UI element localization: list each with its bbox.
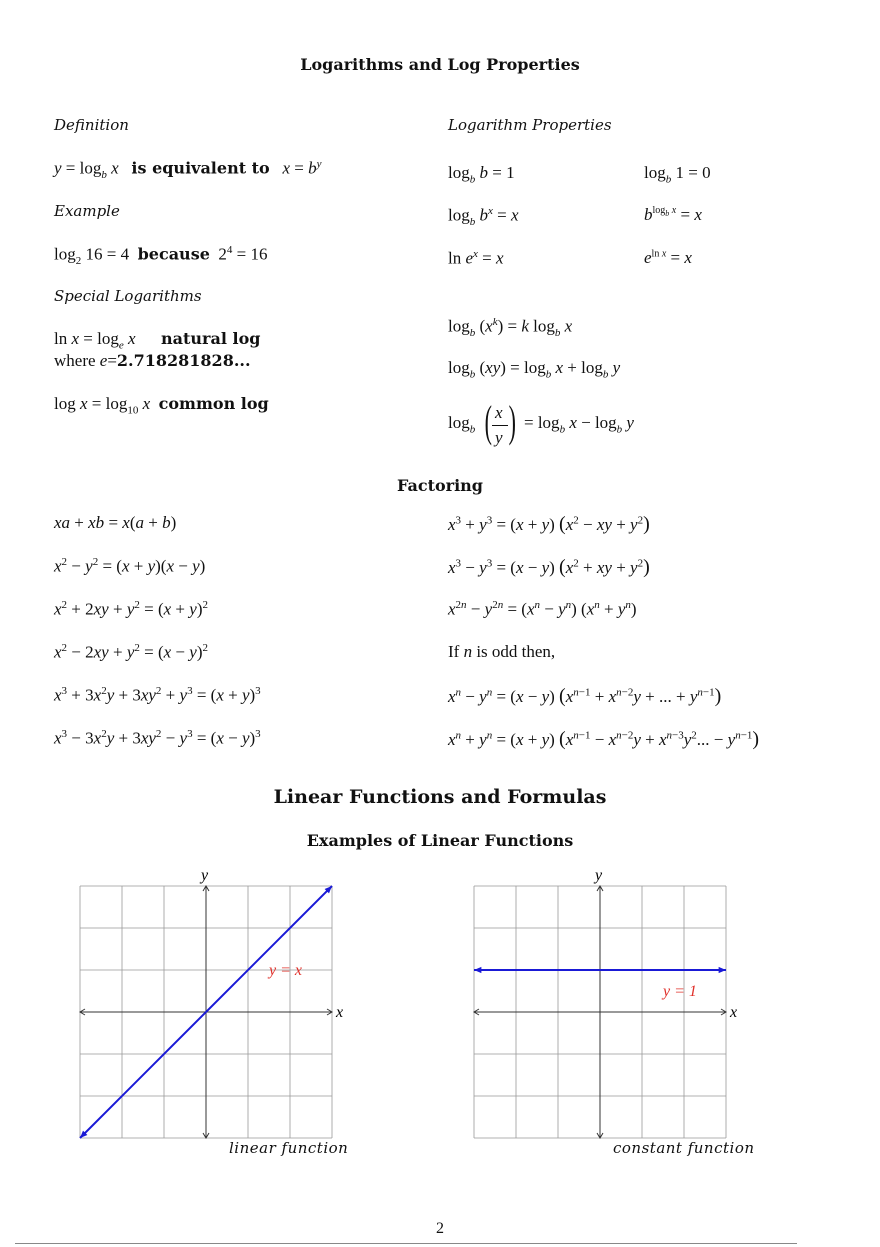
factor-left-5: $x^3 + 3x^2y + 3xy^2 + y^3 = (x + y)^3$: [54, 685, 261, 705]
x-axis-label: x: [730, 1004, 738, 1021]
chart-axes: [474, 886, 726, 1138]
y-axis-label: y: [595, 867, 603, 884]
factor-left-3: $x^2 + 2xy + y^2 = (x + y)^2$: [54, 599, 208, 619]
factor-right-6: $x^n + y^n = (x + y) (x^{n-1} - x^{n-2}y + x^{n-3}y^2$... − $y^{n-1}$): [448, 728, 760, 750]
linear-function-chart: [60, 862, 370, 1162]
series-label: y = x: [269, 962, 302, 979]
property-8: $\log_b (xy) = \log_b x + \log_b y$: [448, 358, 621, 381]
y-axis-label: y: [201, 867, 209, 884]
factor-right-5: $x^n - y^n = (x - y) (x^{n-1} + x^{n-2}y$ + ... + $y^{n-1}$): [448, 685, 722, 707]
factor-left-1: xa + xb = x(a + b): [54, 513, 177, 532]
property-1: $\log_b b = 1$: [448, 163, 515, 186]
linear-functions-title: Linear Functions and Formulas: [273, 786, 607, 808]
linear-function-caption: linear function: [229, 1139, 349, 1157]
property-5: $\ln e^x = x$: [448, 248, 504, 268]
footer-rule: [15, 1243, 797, 1244]
series-label: y = 1: [663, 983, 697, 1000]
x-axis-label: x: [336, 1004, 344, 1021]
euler-constant: where e=2.718281828...: [54, 351, 251, 370]
factor-left-6: $x^3 - 3x^2y + 3xy^2 - y^3 = (x - y)^3$: [54, 728, 261, 748]
constant-function-caption: constant function: [613, 1139, 755, 1157]
definition-equation: $y = \log_b x$ is equivalent to $x = b^y$: [54, 158, 322, 182]
example-label: Example: [54, 202, 120, 220]
definition-label: Definition: [54, 116, 129, 134]
natural-log-equation: $\ln x = \log_e x$ natural log: [54, 329, 261, 352]
property-6: $e^{ln x} = x$: [644, 248, 692, 267]
factoring-title: Factoring: [397, 476, 483, 495]
constant-function-chart: [454, 862, 764, 1162]
example-equation: $\log_2 16 = 4$ because $2^4 = 16$: [54, 244, 268, 268]
factor-left-2: $x^2 - y^2 = (x + y)(x - y)$: [54, 556, 206, 576]
factor-left-4: $x^2 - 2xy + y^2 = (x - y)^2$: [54, 642, 208, 662]
factor-right-2: $x^3 - y^3 = (x - y) (x^2$ + xy + $y^2$): [448, 556, 650, 578]
special-logarithms-label: Special Logarithms: [54, 287, 202, 305]
property-3: $\log_b b^x = x$: [448, 205, 519, 229]
common-log-equation: $\log x = \log_{10} x$ common log: [54, 394, 269, 417]
page-title: Logarithms and Log Properties: [300, 55, 580, 74]
page-number: 2: [436, 1220, 444, 1237]
factor-right-1: $x^3 + y^3 = (x + y) (x^2$ − xy + $y^2$): [448, 513, 650, 535]
linear-examples-subtitle: Examples of Linear Functions: [306, 831, 574, 850]
factor-right-4: If n is odd then,: [448, 642, 556, 661]
arrowhead: [719, 967, 726, 973]
property-4: $b^{log_b x} = x$: [644, 205, 702, 224]
factor-right-3: $x^{2n} - y^{2n} = (x^n - y^n) (x^n + y^n)$: [448, 599, 637, 619]
property-7: $\log_b (x^k) = k$ $\log_b x$: [448, 316, 573, 340]
property-2: $\log_b 1 = 0$: [644, 163, 711, 186]
log-properties-label: Logarithm Properties: [448, 116, 612, 134]
arrowhead: [474, 967, 481, 973]
